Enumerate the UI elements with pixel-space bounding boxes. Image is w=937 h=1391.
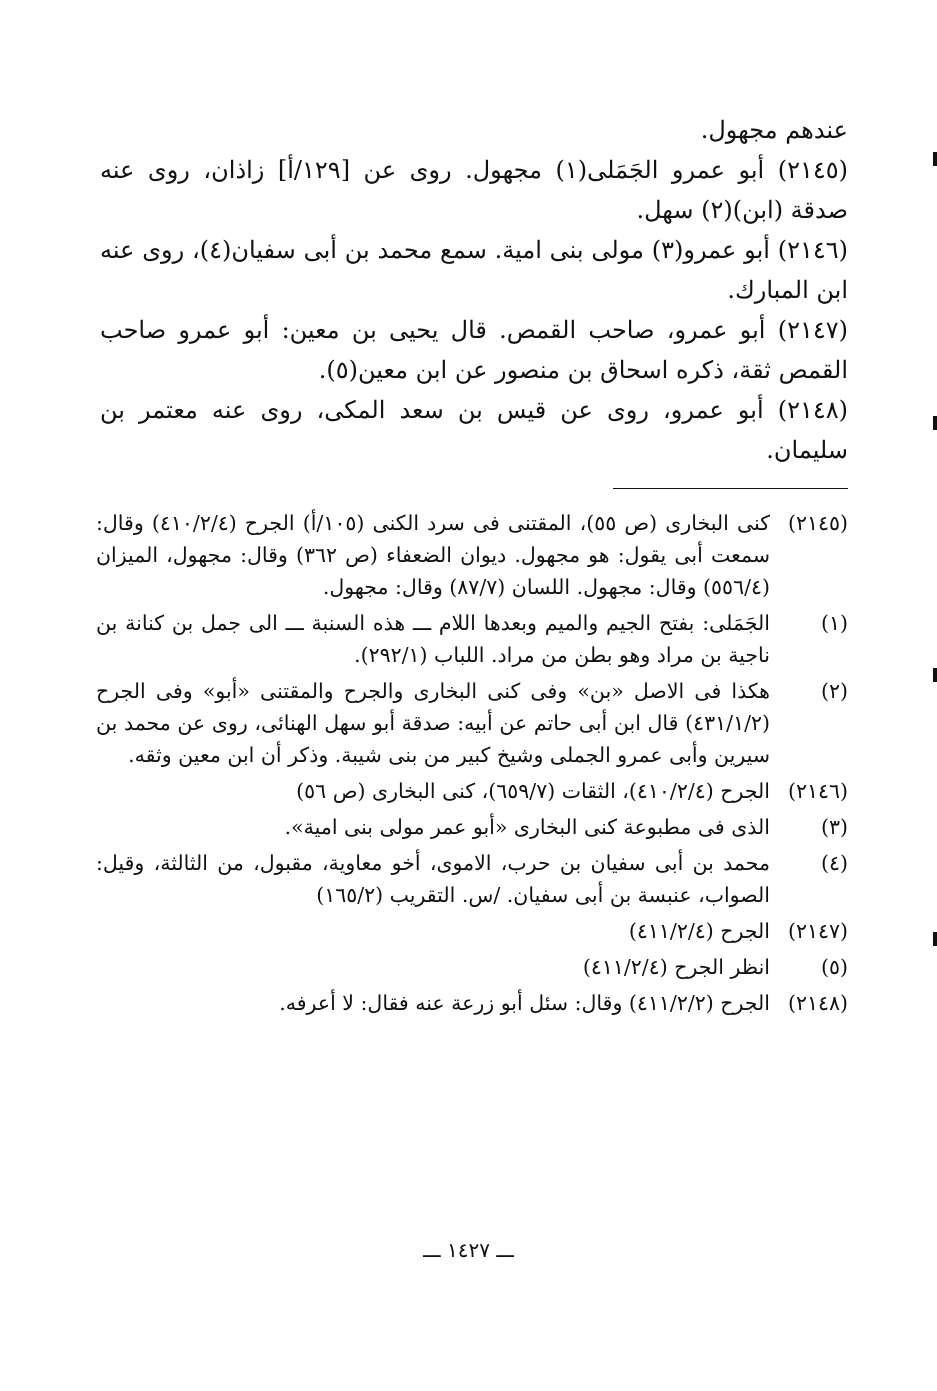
footnote [96, 775, 848, 807]
footnote-label: (٥) [820, 955, 848, 979]
footnote [96, 675, 848, 771]
footnote-text: الجرح (٤١١/٢/٢) وقال: سئل أبو زرعة عنه فقال: لا أعرفه. [279, 991, 770, 1015]
footnote-text: الجرح (٤١٠/٢/٤)، الثقات (٦٥٩/٧)، كنى البخارى (ص ٥٦) [296, 779, 770, 803]
footnote-text: الجَمَلى: بفتح الجيم والميم وبعدها اللام ـــ هذه السنبة ـــ الى جمل بن كنانة بن ناجية بن مراد وهو بطن من مراد. اللباب (٢٩٢/١). [96, 611, 770, 667]
footnote-text: هكذا فى الاصل «بن» وفى كنى البخارى والجرح والمقتنى «أبو» وفى الجرح (٤٣١/١/٢) قال ابن أبى حاتم عن أبيه: صدقة أبو سهل الهنائى، روى عن محمد بن سيرين وأبى عمرو الجملى وشيخ كبير من بنى شيبة. وذكر أن ابن معين وثقه. [96, 679, 770, 767]
footnote-text: الجرح (٤١١/٢/٤) [628, 919, 770, 943]
footnote-label: (٢) [820, 679, 848, 703]
footnote [96, 987, 848, 1019]
scan-edge-mark [933, 668, 937, 682]
footnote [96, 607, 848, 671]
footnote-text: محمد بن أبى سفيان بن حرب، الاموى، أخو معاوية، مقبول، من الثالثة، وقيل: الصواب، عنبسة بن أبى سفيان. /س. التقريب (١٦٥/٢) [96, 851, 770, 907]
page-body [96, 110, 848, 1023]
scan-edge-mark [933, 932, 937, 946]
footnote-label: (٢١٤٦) [787, 779, 848, 803]
footnote [96, 847, 848, 911]
footnote [96, 951, 848, 983]
footnote-label: (٢١٤٨) [787, 991, 848, 1015]
scan-edge-mark [933, 416, 937, 430]
footnotes [96, 507, 848, 1019]
main-text [100, 110, 848, 470]
footnote-label: (٣) [820, 815, 848, 839]
footnote [96, 811, 848, 843]
entry-2147: (٢١٤٧) أبو عمرو، صاحب القمص. قال يحيى بن معين: أبو عمرو صاحب القمص ثقة، ذكره اسحاق بن منصور عن ابن معين(٥). [100, 316, 848, 384]
footnote-label: (٢١٤٥) [787, 511, 848, 535]
footnote-label: (٢١٤٧) [787, 919, 848, 943]
footnote [96, 507, 848, 603]
footnote-text: انظر الجرح (٤١١/٢/٤) [582, 955, 770, 979]
entry-2146: (٢١٤٦) أبو عمرو(٣) مولى بنى امية. سمع محمد بن أبى سفيان(٤)، روى عنه ابن المبارك. [100, 236, 848, 304]
entry-2148: (٢١٤٨) أبو عمرو، روى عن قيس بن سعد المكى، روى عنه معتمر بن سليمان. [100, 396, 848, 464]
continuation-line: عندهم مجهول. [700, 116, 848, 144]
footnote-label: (٤) [820, 851, 848, 875]
scan-edge-mark [933, 152, 937, 166]
footnote-label: (١) [820, 611, 848, 635]
entry-2145: (٢١٤٥) أبو عمرو الجَمَلى(١) مجهول. روى عن [١٢٩/أ] زاذان، روى عنه صدقة (ابن)(٢) سهل. [100, 156, 848, 224]
footnote-text: الذى فى مطبوعة كنى البخارى «أبو عمر مولى بنى امية». [284, 815, 770, 839]
footnote-text: كنى البخارى (ص ٥٥)، المقتنى فى سرد الكنى (١٠٥/أ) الجرح (٤١٠/٢/٤) وقال: سمعت أبى يقول: هو مجهول. ديوان الضعفاء (ص ٣٦٢) وقال: مجهول، الميزان (٥٥٦/٤) وقال: مجهول. اللسان (٨٧/٧) وقال: مجهول. [96, 511, 770, 599]
page-number: ـــ ١٤٢٧ ـــ [423, 1238, 514, 1262]
footnote [96, 915, 848, 947]
footnote-separator [613, 488, 848, 489]
